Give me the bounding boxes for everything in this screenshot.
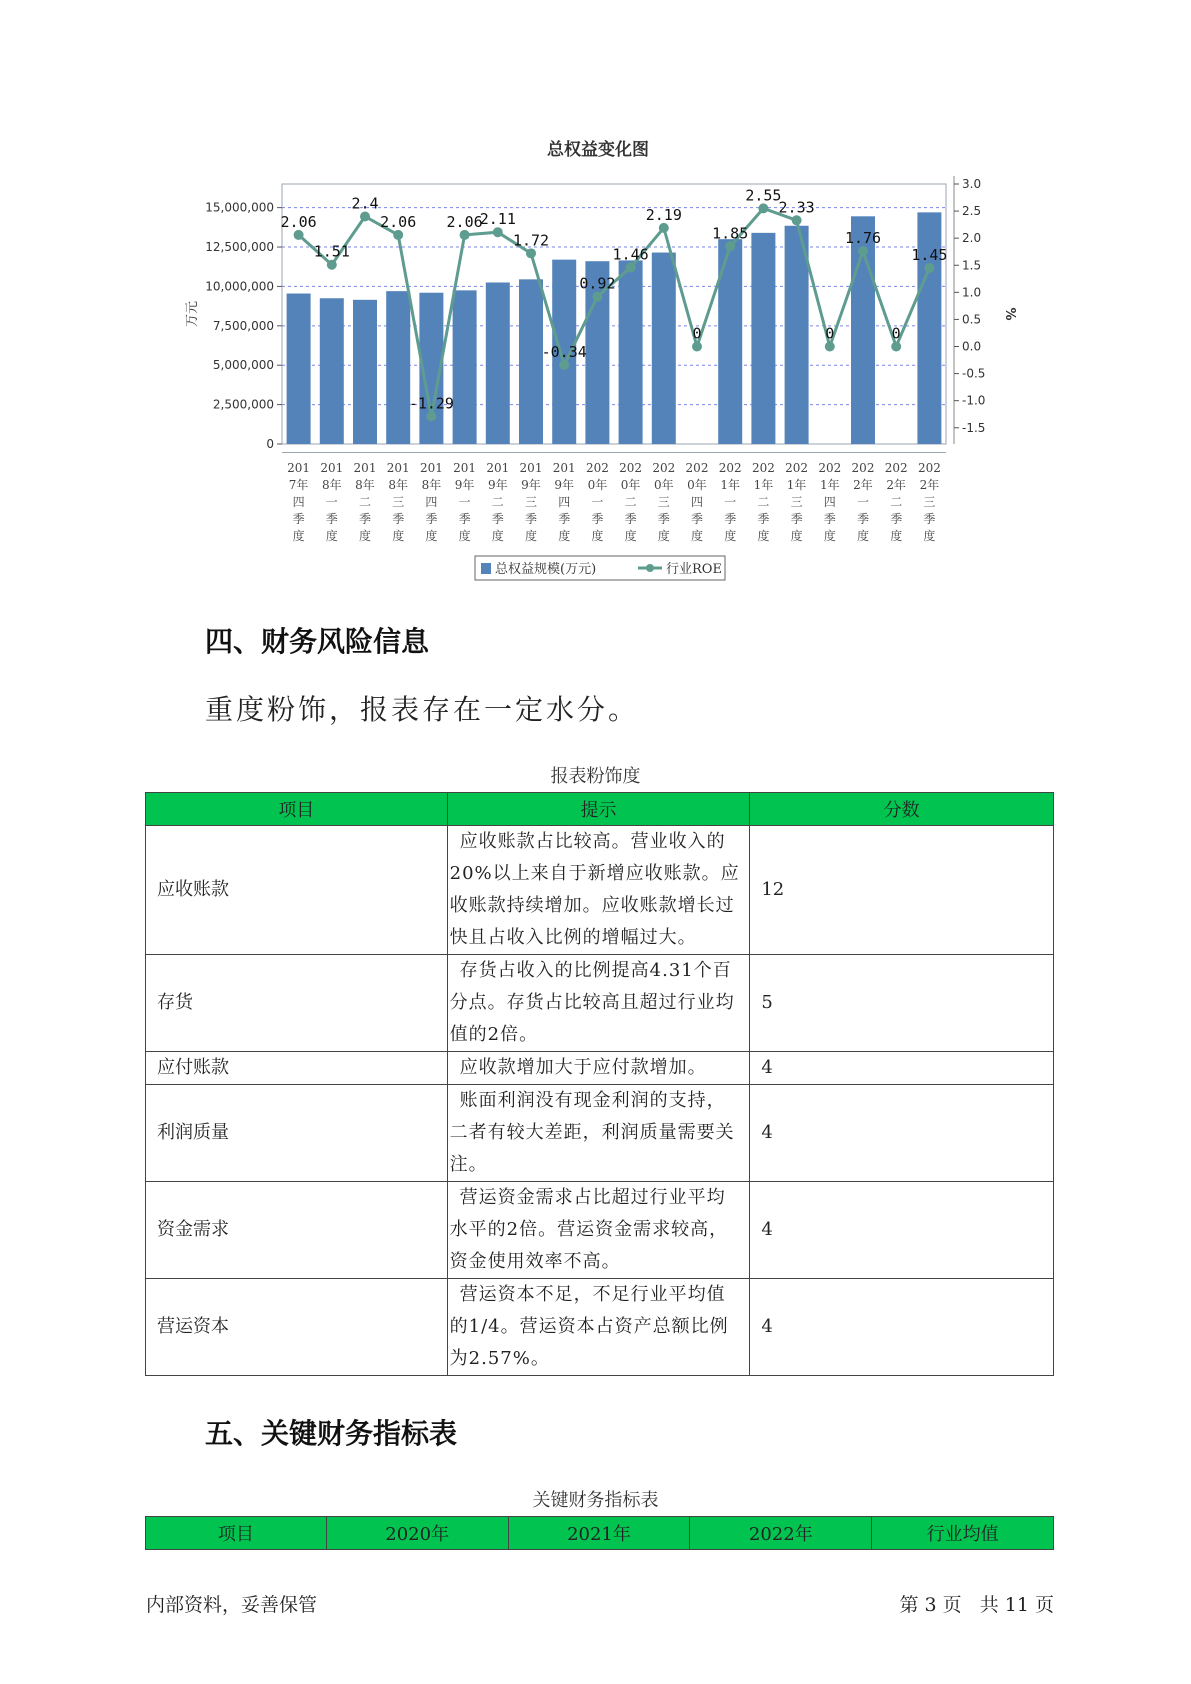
roe-data-label: 0	[891, 324, 901, 343]
x-tick-label: 1年	[786, 478, 807, 492]
x-tick-label: 季	[624, 512, 637, 526]
x-tick-label: 1年	[720, 478, 741, 492]
column-header-item: 项目	[146, 793, 448, 826]
roe-data-label: 1.76	[844, 229, 882, 248]
hint-line: 分点。存货占比较高且超过行业均	[449, 992, 735, 1013]
x-tick-label: 202	[751, 461, 775, 475]
x-tick-label: 二	[624, 495, 637, 509]
y2-tick-label: 0.0	[962, 339, 982, 354]
equity-bar	[453, 290, 477, 444]
column-header-hint: 提示	[447, 793, 750, 826]
roe-point	[294, 230, 304, 240]
x-tick-label: 9年	[487, 478, 508, 492]
roe-data-label: 2.55	[745, 186, 782, 205]
x-tick-label: 9年	[521, 478, 541, 492]
x-tick-label: 度	[624, 529, 637, 543]
x-tick-label: 一	[724, 495, 737, 509]
x-tick-label: 度	[790, 529, 803, 543]
x-tick-label: 8年	[321, 478, 342, 492]
risk-section-heading: 四、财务风险信息	[205, 625, 430, 658]
x-tick-label: 0年	[687, 478, 707, 492]
x-tick-label: 季	[591, 512, 604, 526]
x-tick-label: 201	[419, 461, 443, 475]
hint-line: 资金使用效率不高。	[449, 1251, 621, 1272]
column-header-score: 分数	[750, 793, 1054, 826]
roe-data-label: 2.19	[645, 205, 682, 224]
risk-item-hint	[447, 955, 750, 1052]
roe-point	[493, 227, 503, 237]
x-tick-label: 8年	[355, 478, 375, 492]
roe-data-label: -0.34	[541, 342, 587, 361]
risk-item-score: 4	[750, 1085, 1054, 1182]
x-tick-label: 季	[890, 512, 903, 526]
x-tick-label: 201	[552, 461, 576, 475]
x-tick-label: 三	[790, 495, 803, 509]
hint-line: 收账款持续增加。应收账款增长过	[449, 895, 735, 916]
roe-data-label: -1.29	[408, 394, 454, 413]
hint-line: 注。	[449, 1154, 488, 1175]
x-tick-label: 度	[724, 529, 737, 543]
x-tick-label: 度	[325, 529, 338, 543]
y-tick-label: 5,000,000	[212, 358, 274, 373]
risk-item-score: 12	[750, 826, 1054, 955]
x-tick-label: 8年	[388, 478, 409, 492]
legend-line-marker	[646, 564, 654, 572]
x-tick-label: 季	[458, 512, 471, 526]
risk-item-name: 存货	[146, 955, 448, 1052]
x-tick-label: 2年	[886, 478, 907, 492]
roe-point	[725, 241, 735, 251]
kpi-table-header-row	[146, 1517, 1054, 1550]
y2-tick-label: 2.0	[962, 231, 982, 246]
kpi-header-2022: 2022年	[690, 1517, 872, 1550]
x-tick-label: 度	[292, 529, 305, 543]
roe-point	[858, 246, 868, 256]
x-tick-label: 季	[923, 512, 936, 526]
x-tick-label: 202	[917, 461, 941, 475]
risk-item-hint	[447, 826, 750, 955]
chart-title: 总权益变化图	[547, 140, 649, 160]
roe-point	[792, 215, 802, 225]
x-tick-label: 季	[823, 512, 836, 526]
risk-table-caption: 报表粉饰度	[550, 766, 641, 787]
hint-line: 应收账款占比较高。营业收入的	[459, 831, 726, 852]
x-tick-label: 度	[757, 529, 770, 543]
x-tick-label: 度	[690, 529, 704, 543]
x-tick-label: 季	[425, 512, 438, 526]
x-tick-label: 202	[851, 461, 875, 475]
kpi-header-industry-avg: 行业均值	[872, 1517, 1054, 1550]
roe-data-label: 1.51	[313, 242, 350, 261]
risk-item-score: 5	[750, 955, 1054, 1052]
risk-item-hint	[447, 1052, 750, 1085]
x-tick-label: 201	[287, 461, 311, 475]
x-tick-label: 度	[591, 529, 604, 543]
equity-bar	[519, 279, 543, 444]
roe-point	[626, 262, 636, 272]
roe-data-label: 1.45	[911, 245, 948, 264]
x-tick-label: 度	[657, 529, 670, 543]
risk-table	[145, 792, 1054, 1376]
x-tick-label: 度	[923, 529, 936, 543]
table-row	[146, 1182, 1054, 1279]
roe-point	[360, 212, 370, 222]
kpi-header-2021: 2021年	[508, 1517, 690, 1550]
hint-line: 的1/4。营运资本占资产总额比例	[449, 1316, 729, 1337]
x-tick-label: 1年	[819, 478, 840, 492]
risk-item-name: 应收账款	[146, 826, 448, 955]
hint-line: 快且占收入比例的增幅过大。	[449, 927, 697, 948]
x-tick-label: 季	[690, 512, 704, 526]
hint-line: 水平的2倍。营运资金需求较高，	[449, 1219, 729, 1240]
x-tick-label: 201	[453, 461, 477, 475]
y2-tick-label: -0.5	[962, 366, 986, 381]
table-row	[146, 1279, 1054, 1376]
x-tick-label: 度	[558, 529, 571, 543]
roe-data-label: 2.4	[351, 194, 379, 213]
x-tick-label: 度	[458, 529, 471, 543]
roe-point	[758, 203, 768, 213]
x-tick-label: 9年	[554, 478, 575, 492]
equity-bar	[619, 260, 643, 444]
x-tick-label: 202	[785, 461, 809, 475]
legend-label-roe: 行业ROE	[666, 562, 722, 577]
kpi-header-2020: 2020年	[326, 1517, 508, 1550]
x-tick-label: 201	[353, 461, 377, 475]
table-row	[146, 1085, 1054, 1182]
x-tick-label: 度	[823, 529, 836, 543]
roe-data-label: 1.85	[712, 224, 749, 243]
x-tick-label: 二	[757, 495, 770, 509]
y-tick-label: 7,500,000	[212, 318, 274, 333]
risk-item-hint	[447, 1279, 750, 1376]
x-tick-label: 202	[685, 461, 709, 475]
risk-item-name: 资金需求	[146, 1182, 448, 1279]
roe-data-label: 1.46	[612, 245, 649, 264]
roe-point	[592, 292, 602, 302]
x-tick-label: 度	[524, 529, 538, 543]
equity-bar	[652, 253, 676, 444]
y2-tick-label: -1.5	[962, 420, 986, 435]
risk-item-name: 应付账款	[146, 1052, 448, 1085]
roe-point	[526, 248, 536, 258]
kpi-header-item: 项目	[146, 1517, 327, 1550]
risk-item-score: 4	[750, 1052, 1054, 1085]
equity-bar	[785, 226, 809, 444]
x-tick-label: 度	[491, 529, 504, 543]
hint-line: 营运资本不足，不足行业平均值	[459, 1284, 726, 1305]
footer-confidential: 内部资料，妥善保管	[146, 1594, 318, 1616]
x-tick-label: 四	[823, 495, 836, 509]
x-axis-line	[282, 452, 946, 453]
equity-bar	[751, 233, 775, 444]
roe-point	[559, 360, 569, 370]
hint-line: 账面利润没有现金利润的支持，	[459, 1090, 726, 1111]
equity-bar	[486, 282, 510, 444]
x-tick-label: 三	[657, 495, 670, 509]
x-tick-label: 2年	[919, 478, 940, 492]
roe-data-label: 2.06	[380, 212, 417, 231]
y2-tick-label: 1.0	[962, 285, 982, 300]
roe-data-label: 2.06	[446, 212, 483, 231]
x-tick-label: 季	[325, 512, 338, 526]
x-tick-label: 一	[856, 495, 870, 509]
x-tick-label: 季	[757, 512, 770, 526]
x-tick-label: 0年	[620, 478, 641, 492]
x-tick-label: 二	[358, 495, 372, 509]
roe-point	[460, 230, 470, 240]
roe-data-label: 0	[825, 324, 835, 343]
y-tick-label: 12,500,000	[205, 240, 274, 255]
roe-data-label: 2.06	[280, 212, 317, 231]
x-tick-label: 202	[718, 461, 742, 475]
table-row	[146, 826, 1054, 955]
hint-line: 二者有较大差距，利润质量需要关	[449, 1122, 735, 1143]
y2-tick-label: -1.0	[962, 393, 986, 408]
x-tick-label: 季	[856, 512, 870, 526]
x-tick-label: 0年	[587, 478, 608, 492]
x-tick-label: 度	[856, 529, 870, 543]
x-tick-label: 202	[619, 461, 643, 475]
x-tick-label: 度	[425, 529, 438, 543]
x-tick-label: 9年	[454, 478, 475, 492]
roe-point	[692, 342, 702, 352]
x-tick-label: 四	[690, 495, 704, 509]
kpi-section-heading: 五、关键财务指标表	[205, 1417, 458, 1450]
x-tick-label: 202	[585, 461, 609, 475]
x-tick-label: 季	[558, 512, 571, 526]
x-tick-label: 季	[392, 512, 405, 526]
roe-point	[659, 223, 669, 233]
roe-point	[426, 411, 436, 421]
x-tick-label: 三	[392, 495, 405, 509]
x-tick-label: 季	[724, 512, 737, 526]
x-tick-label: 四	[558, 495, 571, 509]
hint-line: 20%以上来自于新增应收账款。应	[449, 863, 740, 884]
y-axis-label: 万元	[185, 300, 200, 328]
roe-point	[825, 342, 835, 352]
roe-point	[327, 260, 337, 270]
table-row	[146, 1052, 1054, 1085]
roe-data-label: 0.92	[579, 274, 616, 293]
x-tick-label: 202	[652, 461, 676, 475]
roe-data-label: 2.11	[479, 210, 516, 229]
x-tick-label: 季	[292, 512, 305, 526]
risk-table-header-row	[146, 793, 1054, 826]
x-tick-label: 季	[524, 512, 538, 526]
hint-line: 应收款增加大于应付款增加。	[459, 1057, 707, 1078]
legend-label-equity: 总权益规模(万元)	[495, 562, 597, 577]
equity-bar	[287, 294, 311, 444]
risk-item-score: 4	[750, 1182, 1054, 1279]
y2-axis-label: %	[1002, 307, 1017, 321]
hint-line: 营运资金需求占比超过行业平均	[459, 1187, 726, 1208]
hint-line: 为2.57%。	[449, 1348, 550, 1369]
x-tick-label: 三	[524, 495, 538, 509]
x-tick-label: 一	[325, 495, 338, 509]
x-tick-label: 季	[790, 512, 803, 526]
y-tick-label: 2,500,000	[212, 397, 274, 412]
x-tick-label: 三	[923, 495, 936, 509]
x-tick-label: 季	[358, 512, 372, 526]
x-tick-label: 四	[292, 495, 305, 509]
y2-tick-label: 2.5	[962, 204, 982, 219]
x-tick-label: 201	[320, 461, 344, 475]
risk-item-score: 4	[750, 1279, 1054, 1376]
legend-bar-swatch	[481, 563, 491, 574]
y2-tick-label: 1.5	[962, 258, 982, 273]
y2-tick-label: 0.5	[962, 312, 982, 327]
x-tick-label: 202	[818, 461, 842, 475]
hint-line: 值的2倍。	[449, 1024, 539, 1045]
x-tick-label: 2年	[853, 478, 873, 492]
x-tick-label: 四	[425, 495, 438, 509]
hint-line: 存货占收入的比例提高4.31个百	[459, 960, 732, 981]
y-tick-label: 10,000,000	[205, 279, 274, 294]
x-tick-label: 7年	[288, 478, 309, 492]
x-tick-label: 一	[591, 495, 604, 509]
equity-bar	[386, 291, 410, 444]
x-tick-label: 季	[657, 512, 670, 526]
roe-point	[891, 342, 901, 352]
risk-item-name: 营运资本	[146, 1279, 448, 1376]
footer-page-number: 第 3 页 共 11 页	[899, 1594, 1054, 1616]
roe-data-label: 1.72	[512, 231, 550, 250]
x-tick-label: 8年	[421, 478, 442, 492]
x-tick-label: 1年	[753, 478, 774, 492]
x-tick-label: 0年	[653, 478, 674, 492]
x-tick-label: 度	[392, 529, 405, 543]
x-tick-label: 201	[386, 461, 410, 475]
risk-item-name: 利润质量	[146, 1085, 448, 1182]
table-row	[146, 955, 1054, 1052]
roe-point	[924, 263, 934, 273]
y-tick-label: 0	[266, 437, 274, 451]
risk-summary: 重度粉饰，报表存在一定水分。	[205, 693, 640, 726]
x-tick-label: 度	[890, 529, 903, 543]
roe-data-label: 0	[692, 324, 702, 343]
kpi-table	[145, 1516, 1054, 1550]
x-tick-label: 度	[358, 529, 372, 543]
risk-item-hint	[447, 1085, 750, 1182]
x-tick-label: 二	[491, 495, 504, 509]
kpi-table-caption: 关键财务指标表	[532, 1490, 659, 1511]
risk-item-hint	[447, 1182, 750, 1279]
roe-data-label: 2.33	[778, 198, 815, 217]
x-tick-label: 一	[458, 495, 471, 509]
x-tick-label: 季	[491, 512, 504, 526]
x-tick-label: 202	[884, 461, 908, 475]
equity-bar	[353, 300, 377, 444]
equity-chart	[0, 130, 1191, 600]
y-tick-label: 15,000,000	[205, 200, 274, 215]
x-tick-label: 201	[486, 461, 510, 475]
y2-tick-label: 3.0	[962, 177, 982, 191]
roe-point	[393, 230, 403, 240]
x-tick-label: 201	[519, 461, 543, 475]
equity-bar	[320, 298, 344, 444]
x-tick-label: 二	[890, 495, 903, 509]
